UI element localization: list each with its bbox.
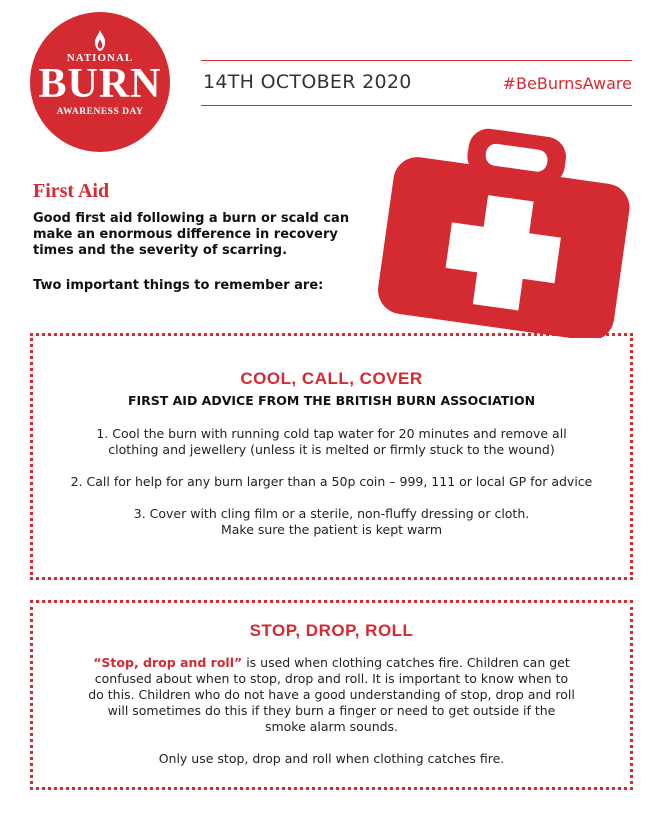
stop-drop-roll-paragraph-line-3: do this. Children who do not have a good understanding of stop, drop and roll [88, 687, 575, 702]
logo-line-awareness-day: AWARENESS DAY [56, 107, 144, 117]
header-top-rule [201, 60, 632, 61]
first-aid-kit-icon [377, 128, 635, 338]
stop-drop-roll-heading: STOP, DROP, ROLL [249, 621, 414, 640]
stop-drop-roll-paragraph-line-5: smoke alarm sounds. [264, 719, 399, 734]
step-3-line-2: Make sure the patient is kept warm [220, 522, 443, 537]
step-2: 2. Call for help for any burn larger than a 50p coin – 999, 111 or local GP for advice [70, 474, 593, 489]
logo-line-national: NATIONAL [66, 52, 134, 64]
stop-drop-roll-quote: “Stop, drop and roll” [93, 655, 243, 670]
stop-drop-roll-line-1-rest: is used when clothing catches fire. Children can get [242, 655, 570, 670]
step-1-line-2: clothing and jewellery (unless it is melted or firmly stuck to the wound) [108, 442, 555, 457]
stop-drop-roll-paragraph-line-4: will sometimes do this if they burn a finger or need to get outside if the [107, 703, 556, 718]
stop-drop-roll-paragraph-line-1 [33, 655, 630, 671]
stop-drop-roll-paragraph-line-2: confused about when to stop, drop and roll. It is important to know when to [94, 671, 569, 686]
hashtag: #BeBurnsAware [502, 74, 632, 93]
header-bottom-rule [201, 105, 632, 106]
cool-call-cover-heading: COOL, CALL, COVER [240, 369, 423, 388]
cool-call-cover-subheading: FIRST AID ADVICE FROM THE BRITISH BURN ASSOCIATION [127, 393, 536, 408]
two-important-things: Two important things to remember are: [33, 278, 324, 293]
event-date: 14TH OCTOBER 2020 [203, 71, 412, 93]
logo-line-burn: BURN [38, 61, 162, 107]
first-aid-title: First Aid [33, 180, 110, 202]
flame-icon [93, 30, 107, 52]
cool-call-cover-panel [30, 333, 633, 580]
national-burn-awareness-day-logo [30, 12, 170, 152]
first-aid-intro: Good first aid following a burn or scald can make an enormous difference in recovery times and the severity of scarring. [33, 211, 350, 258]
stop-drop-roll-closing: Only use stop, drop and roll when clothing catches fire. [158, 751, 505, 766]
step-1-line-1: 1. Cool the burn with running cold tap water for 20 minutes and remove all [96, 426, 567, 441]
step-3-line-1: 3. Cover with cling film or a sterile, non-fluffy dressing or cloth. [133, 506, 530, 521]
stop-drop-roll-panel [30, 600, 633, 790]
